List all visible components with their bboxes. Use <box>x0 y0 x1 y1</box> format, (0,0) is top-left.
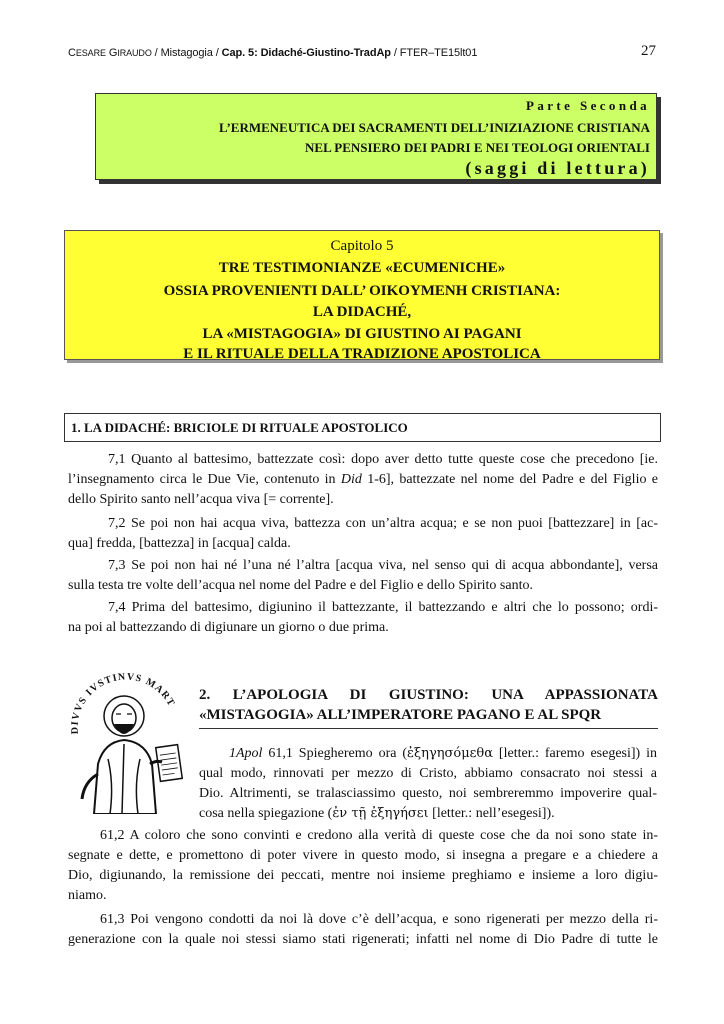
text-line: Dio, digiunando, la remissione dei peccati, mentre noi insieme preghiamo e insieme a loro digiu- <box>68 868 658 883</box>
text-line <box>68 470 658 490</box>
text-line: qual modo, rinnovati per mezzo di Cristo, abbiamo consacrato noi stessi a <box>199 766 657 781</box>
text-span: cosa nella spiegazione ( <box>199 806 333 821</box>
text-span: 61,1 Spiegheremo ora ( <box>262 746 408 761</box>
chapter-title-line2: OSSIA PROVENIENTI DALL’ OIKOYMENH CRISTIANA: <box>163 283 561 299</box>
part-title-box <box>95 93 657 180</box>
greek-text: ἐν τῇ ἐξηγήσει <box>332 806 429 821</box>
text-line: 7,3 Se poi non hai né l’una né l’altra [acqua viva, nel senso qui di acqua abbondante], versa <box>108 558 658 573</box>
section2-heading <box>199 684 658 729</box>
text-line: 61,3 Poi vengono condotti da noi là dove c’è dell’acqua, e sono rigenerati per mezzo della ri- <box>100 912 658 927</box>
text-line: na poi al battezzando di digiunare un giorno o due prima. <box>68 620 389 635</box>
text-span: [letter.: faremo esegesi]) in <box>493 746 657 761</box>
text-line: 61,2 A coloro che sono convinti e credono alla verità di queste cose che da noi sono state in- <box>100 828 658 843</box>
file-ref: / FTER–TE15lt01 <box>390 47 478 59</box>
text-span: l’insegnamento circa le Due Vie, contenuto in <box>68 472 341 487</box>
book-title: / Mistagogia / <box>151 47 222 59</box>
section1-title: 1. LA DIDACHÉ: BRICIOLE DI RITUALE APOSTOLICO <box>71 420 408 435</box>
page-number: 27 <box>641 43 656 59</box>
apol-61-1-paragraph <box>199 744 657 824</box>
part-label: Parte Seconda <box>526 98 650 113</box>
text-line: generazione con la quale noi stessi siamo stati rigenerati; infatti nel nome di Dio Padre di tutte le <box>68 932 658 947</box>
text-line: segnate e dette, e promettono di poter vivere in questo modo, si insegna a pregare e a chiedere a <box>68 848 658 863</box>
did-7-2-paragraph <box>68 514 658 554</box>
running-header <box>68 43 656 63</box>
chapter-ref: Cap. 5: Didaché-Giustino-TradAp <box>221 47 391 59</box>
text-line <box>199 744 657 764</box>
text-line <box>199 804 657 824</box>
beard-shape <box>114 724 134 734</box>
text-line: qua] fredda, [battezza] in [acqua] calda. <box>68 536 291 551</box>
author-surname-initial: G <box>108 47 118 59</box>
chapter-title-line1: TRE TESTIMONIANZE «ECUMENICHE» <box>218 260 506 276</box>
did-7-1-paragraph <box>68 450 658 510</box>
robe-shape <box>94 740 156 814</box>
did-7-4-paragraph <box>68 598 658 638</box>
scroll-shape <box>156 745 183 782</box>
part-subtitle: (saggi di lettura) <box>465 158 650 178</box>
text-line: 7,4 Prima del battesimo, digiunino il battezzante, il battezzando e altri che lo possono; ordi- <box>108 600 658 615</box>
author-name-rest: ESARE <box>75 48 106 58</box>
author-surname-rest: IRAUDO <box>117 48 152 58</box>
saint-justin-portrait <box>64 664 186 814</box>
chapter-label: Capitolo 5 <box>330 238 394 254</box>
apol-61-2-paragraph <box>68 826 658 906</box>
text-line: dello Spirito santo nell’acqua viva [= corrente]. <box>68 492 334 507</box>
portrait-caption: DIVVS IVSTINVS MART <box>69 671 177 735</box>
text-line: Dio. Altrimenti, se tralasciassimo questo, noi sembreremmo impoverire qual- <box>199 786 657 801</box>
text-line: 7,2 Se poi non hai acqua viva, battezza con un’altra acqua; e se non puoi [battezzare] in [ac- <box>108 516 658 531</box>
section1-heading <box>64 413 661 442</box>
header-citation <box>68 47 477 59</box>
part-title-line1: L’ERMENEUTICA DEI SACRAMENTI DELL’INIZIAZIONE CRISTIANA <box>218 120 650 135</box>
apol-abbrev: 1Apol <box>229 746 263 761</box>
text-span: [letter.: nell’esegesi]). <box>428 806 555 821</box>
chapter-title-line3: LA DIDACHÉ, <box>312 304 412 320</box>
did-abbrev: Did <box>340 472 362 487</box>
greek-text: ἐξηγησόμεθα <box>407 746 494 761</box>
text-line: sulla testa tre volte dell’acqua nel nome del Padre e del Figlio e dello Spirito santo. <box>68 578 533 593</box>
apol-61-3-paragraph <box>68 910 658 950</box>
text-span: 1-6], battezzate nel nome del Padre e del Figlio e <box>361 472 658 487</box>
chapter-title-box <box>64 230 660 360</box>
part-title-line2: NEL PENSIERO DEI PADRI E NEI TEOLOGI ORIENTALI <box>305 140 650 155</box>
section2-title-line2: «MISTAGOGIA» ALL’IMPERATORE PAGANO E AL SPQR <box>199 707 602 723</box>
did-7-3-paragraph <box>68 556 658 596</box>
chapter-title-line5: E IL RITUALE DELLA TRADIZIONE APOSTOLICA <box>183 346 541 362</box>
text-line: 7,1 Quanto al battesimo, battezzate così: dopo aver detto tutte queste cose che precedono [ie. <box>108 452 658 467</box>
section2-title-line1: 2. L’APOLOGIA DI GIUSTINO: UNA APPASSIONATA <box>199 687 658 703</box>
author-initial: C <box>68 47 76 59</box>
text-line: niamo. <box>68 888 107 903</box>
chapter-title-line4: LA «MISTAGOGIA» DI GIUSTINO AI PAGANI <box>202 326 522 342</box>
